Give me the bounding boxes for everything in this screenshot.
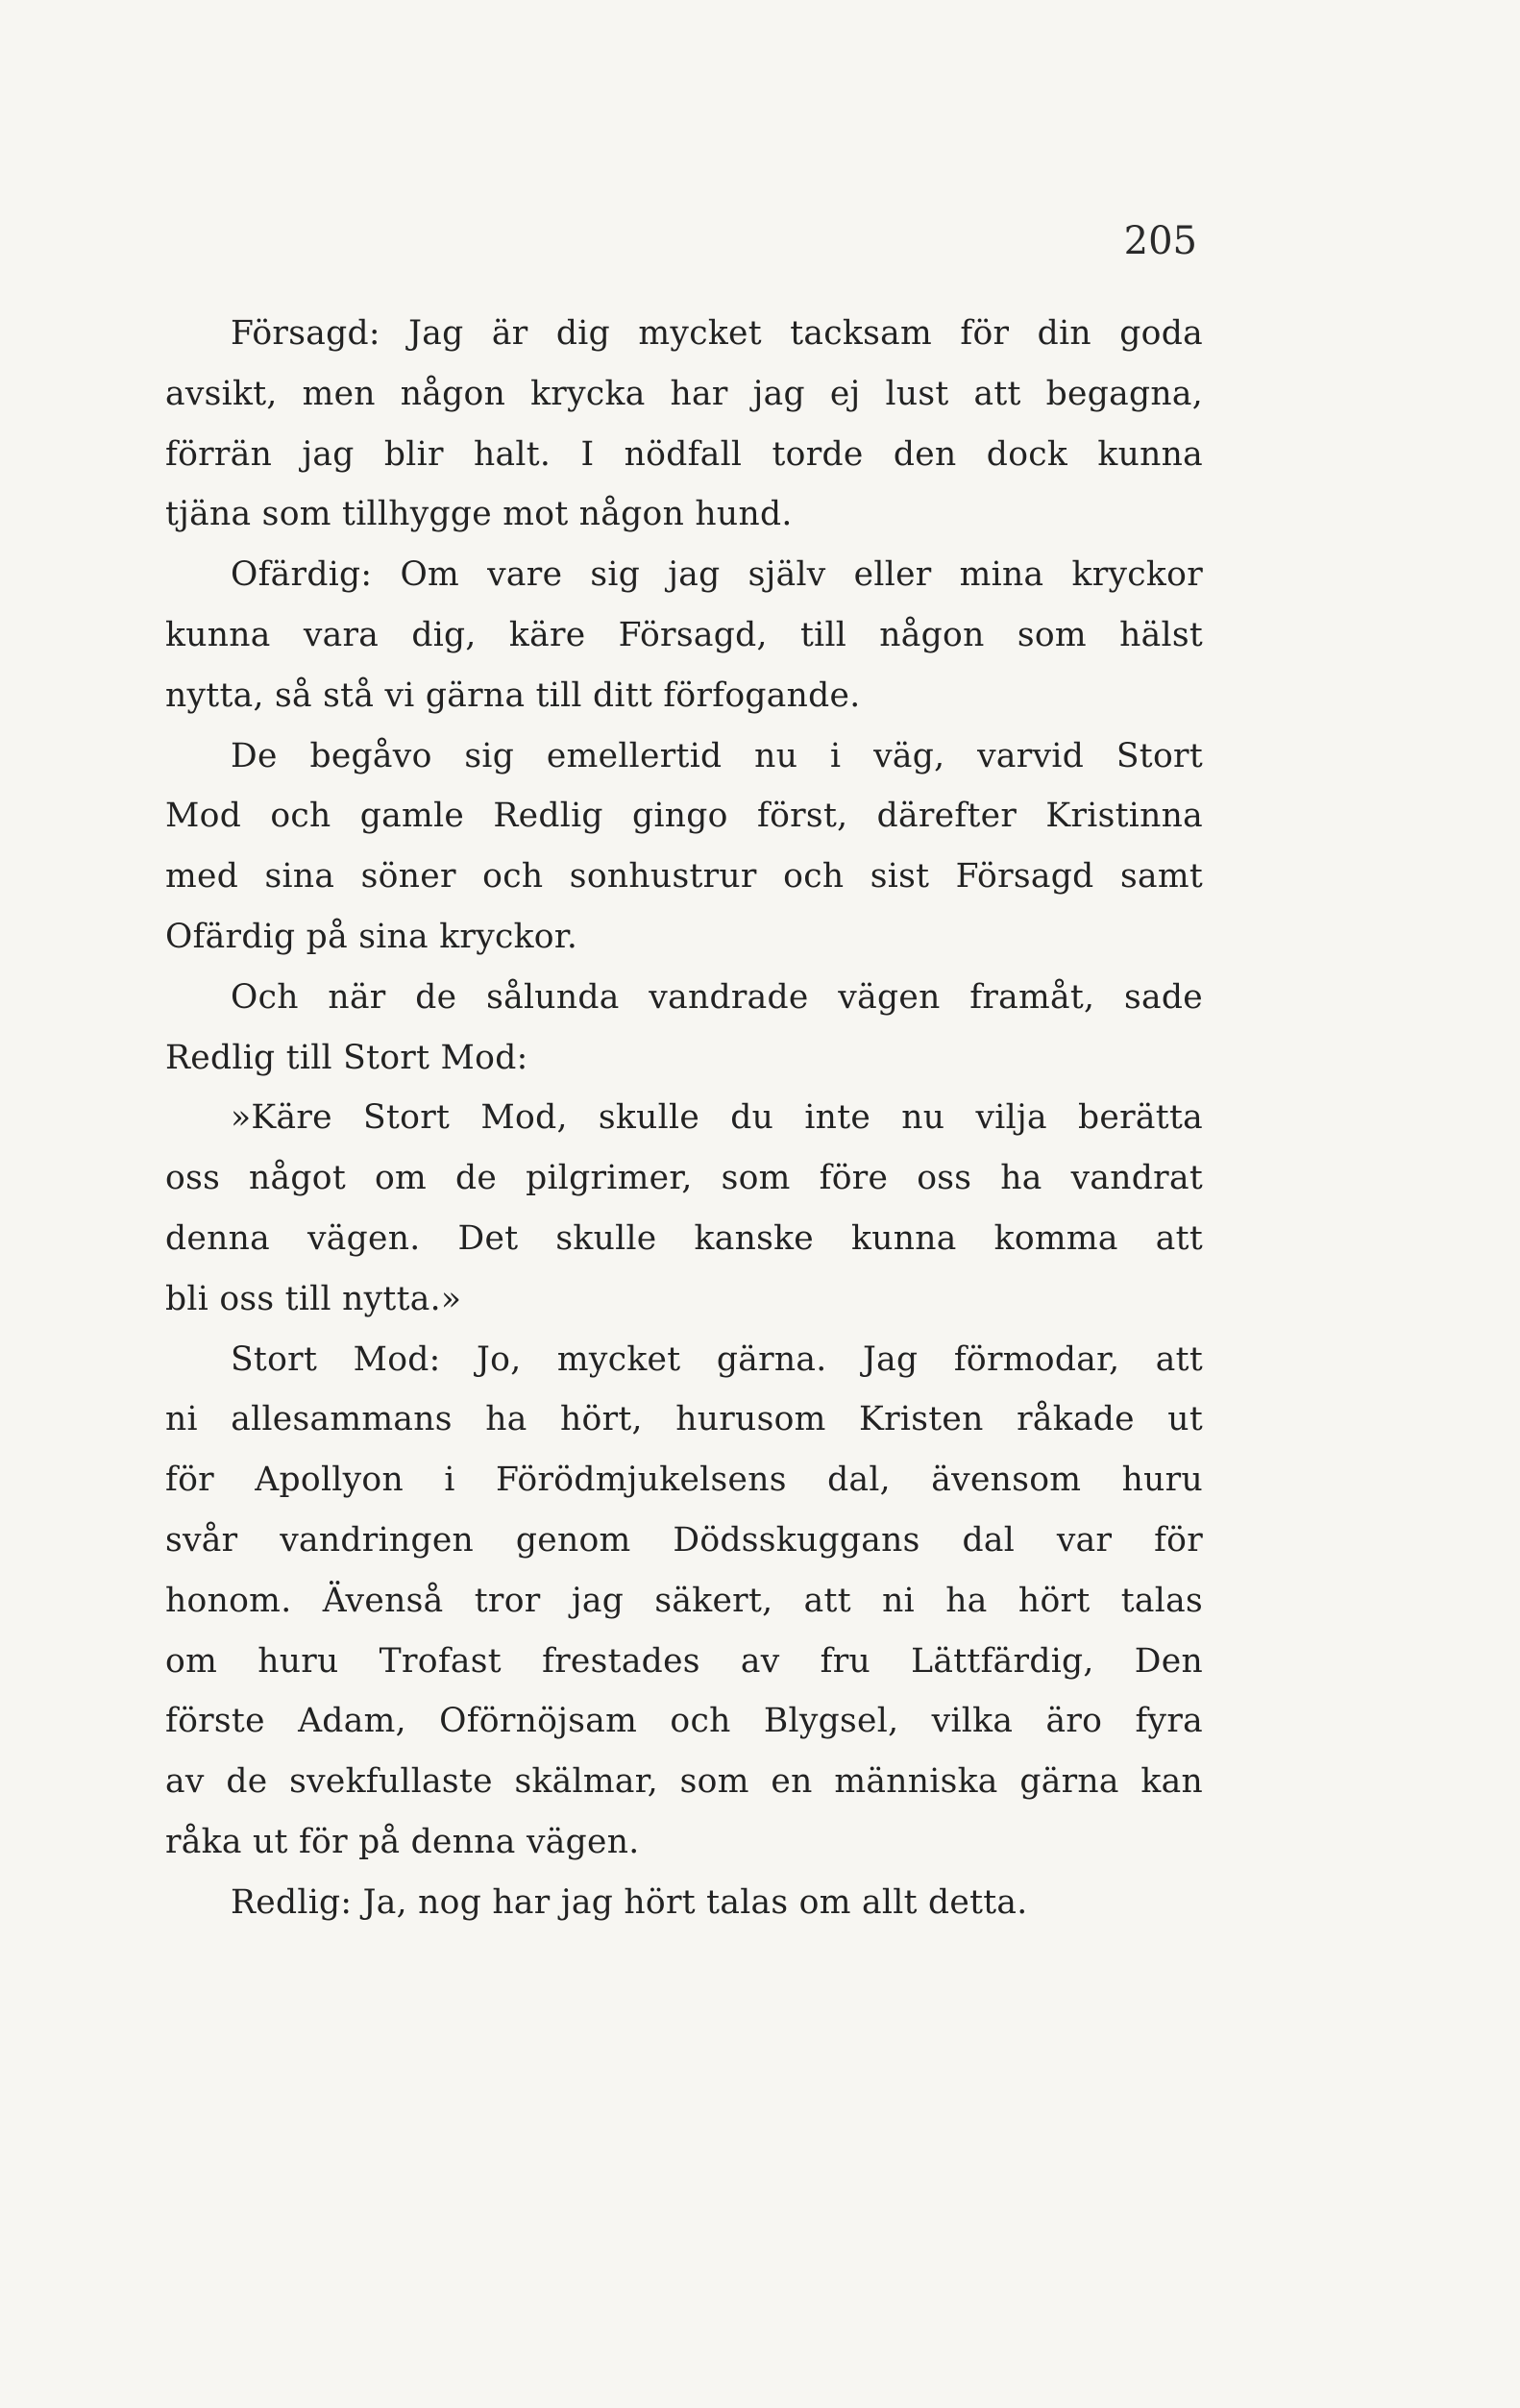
text-line: råka ut för på denna vägen.	[165, 1822, 640, 1861]
text-line: Redlig till Stort Mod:	[165, 1038, 528, 1077]
text-line: förste Adam, Oförnöjsam och Blygsel, vilka äro fyra	[165, 1702, 1203, 1741]
text-line: förrän jag blir halt. I nödfall torde den dock kunna	[165, 434, 1203, 474]
text-line: Ofärdig på sina kryckor.	[165, 917, 578, 956]
text-line: Ofärdig: Om vare sig jag själv eller mina kryckor	[231, 555, 1203, 595]
text-line: om huru Trofast frestades av fru Lättfärdig, Den	[165, 1641, 1203, 1681]
body-text	[165, 304, 1203, 1933]
text-line: Redlig: Ja, nog har jag hört talas om allt detta.	[231, 1882, 1028, 1922]
text-line: tjäna som tillhygge mot någon hund.	[165, 495, 793, 534]
text-line: med sina söner och sonhustrur och sist Försagd samt	[165, 857, 1203, 897]
text-line: kunna vara dig, käre Försagd, till någon som hälst	[165, 615, 1203, 654]
text-line: nytta, så stå vi gärna till ditt förfogande.	[165, 676, 861, 715]
text-line: bli oss till nytta.»	[165, 1279, 462, 1318]
page-number: 205	[1123, 219, 1197, 263]
text-line: ni allesammans ha hört, hurusom Kristen råkade ut	[165, 1400, 1203, 1439]
text-line: avsikt, men någon krycka har jag ej lust att begagna,	[165, 374, 1203, 413]
text-line: svår vandringen genom Dödsskuggans dal var för	[165, 1520, 1203, 1560]
text-line: Försagd: Jag är dig mycket tacksam för din goda	[231, 314, 1203, 353]
text-line: denna vägen. Det skulle kanske kunna komma att	[165, 1218, 1203, 1258]
text-line: för Apollyon i Förödmjukelsens dal, ävensom huru	[165, 1461, 1203, 1500]
text-line: »Käre Stort Mod, skulle du inte nu vilja berätta	[231, 1098, 1203, 1138]
text-line: Stort Mod: Jo, mycket gärna. Jag förmodar, att	[231, 1339, 1203, 1379]
text-line: Mod och gamle Redlig gingo först, därefter Kristinna	[165, 797, 1203, 836]
text-line: av de svekfullaste skälmar, som en människa gärna kan	[165, 1762, 1203, 1802]
text-line: oss något om de pilgrimer, som före oss ha vandrat	[165, 1159, 1203, 1198]
text-line: De begåvo sig emellertid nu i väg, varvid Stort	[231, 736, 1203, 775]
text-line: honom. Ävenså tror jag säkert, att ni ha hört talas	[165, 1581, 1203, 1620]
text-line: Och när de sålunda vandrade vägen framåt, sade	[231, 977, 1203, 1017]
